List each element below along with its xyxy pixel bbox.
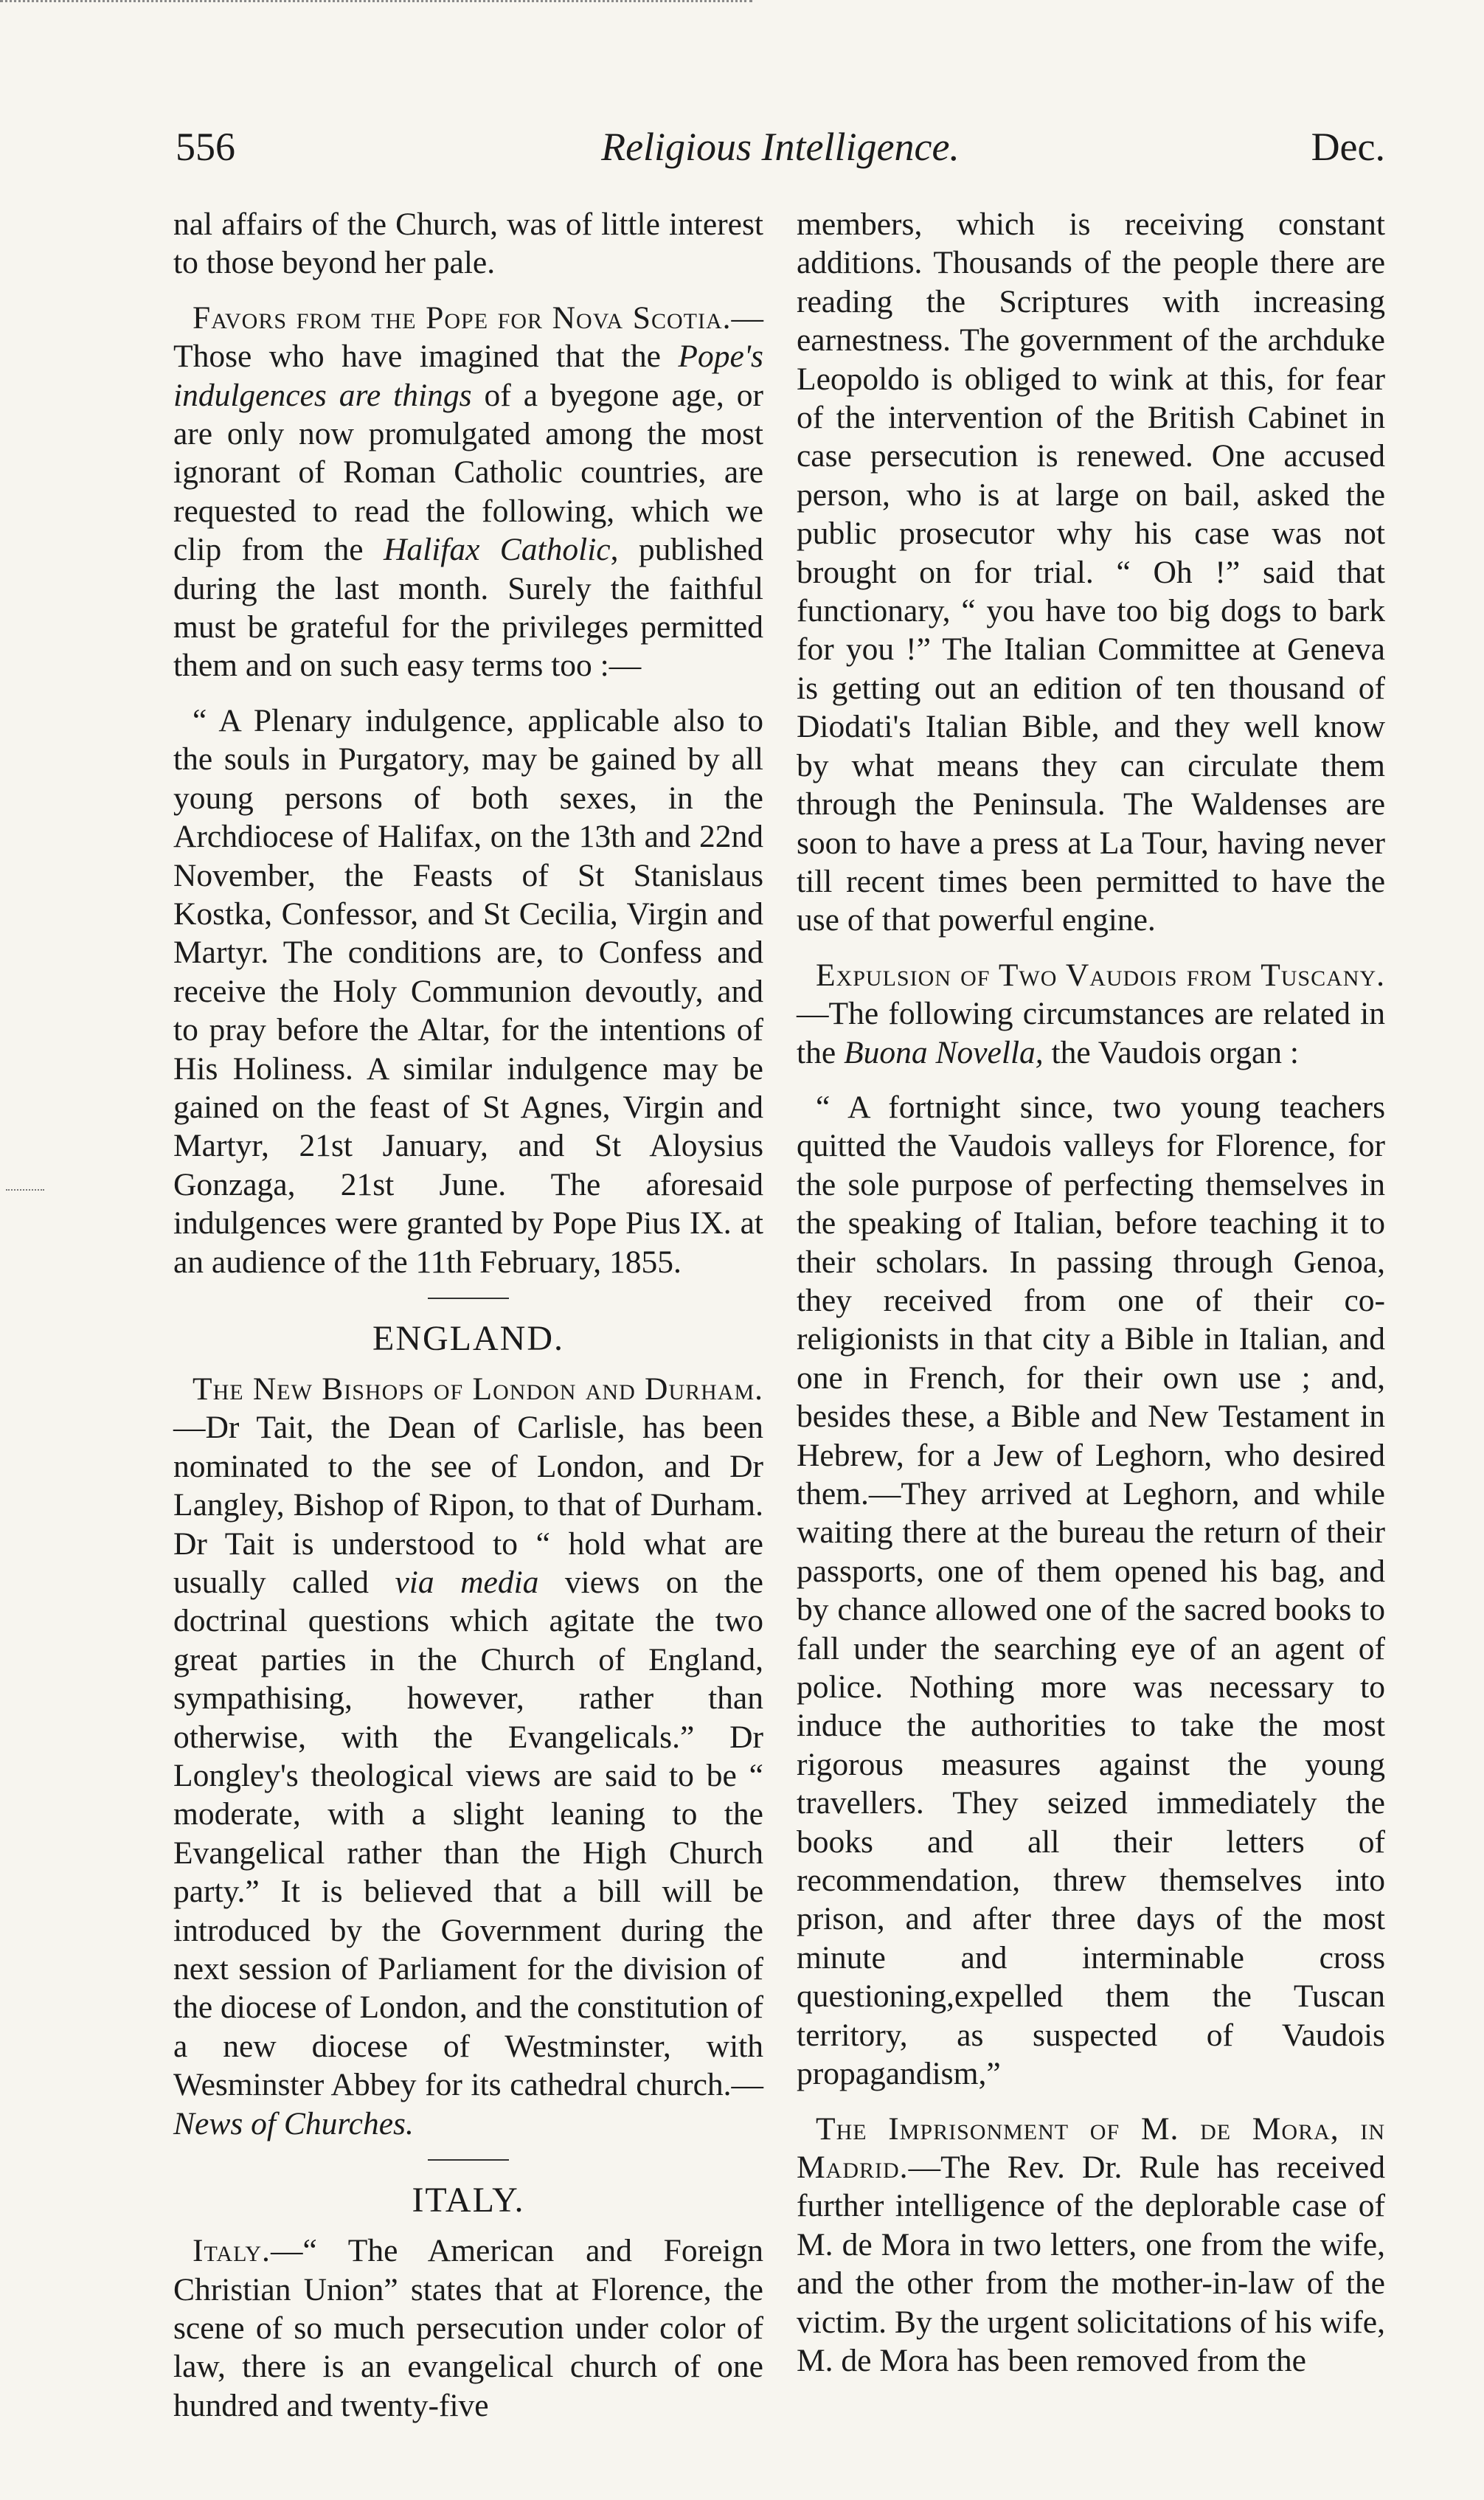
section-heading-italy: ITALY. (412, 2181, 525, 2220)
article-italy (173, 2231, 763, 2425)
italic-run: Halifax Catholic (383, 532, 611, 568)
article-bishops (173, 1370, 763, 2143)
left-column (173, 205, 763, 2441)
article-favors (173, 299, 763, 685)
article-title: The Imprisonment of M. de Mora, in Madrid. (797, 2111, 1385, 2185)
italic-run: Buona Novella, (844, 1034, 1044, 1070)
article-title: Favors from the Pope for Nova Scotia. (193, 299, 732, 336)
dash: — (797, 996, 829, 1032)
italic-run: via media (395, 1565, 539, 1600)
section-heading-england: ENGLAND. (372, 1318, 564, 1358)
top-edge-mark (0, 0, 752, 2)
paragraph: nal affairs of the Church, was of little interest to those beyond her pale. (173, 207, 763, 281)
article-mora (797, 2110, 1385, 2380)
right-column (797, 205, 1385, 2396)
quoted-paragraph: “ A fortnight since, two young teachers quitted the Vaudois valleys for Florence, for the sole purpose of perfecting themselves in the speaking of Italian, before teaching it to their scholars. In passing through Genoa, they received from one of their co-religionists in that city a Bible in Italian, and one in French, for their own use ; and, besides these, a Bible and New Testament in Hebrew, for a Jew of Leghorn, who desired them.—They arrived at Leghorn, and while waiting there at the bureau the return of their passports, one of them opened his bag, and by chance allowed one of the sacred books to fall under the searching eye of an agent of police. Nothing more was necessary to induce the authorities to take the most rigorous measures against the young travellers. They seized immediately the books and all their letters of recommendation, threw themselves into prison, and after three days of the most minute and interminable cross questioning,expelled them the Tuscan territory, as suspected of Vaudois propagandism,” (797, 1089, 1385, 2092)
text-run: The Rev. Dr. Rule has received further intelligence of the deplorable case of M. de Mora in two letters, one from the wife, and the other from the mother-in-law of the victim. By the urgent solicitations of his wife, M. de Mora has been removed from the (797, 2149, 1385, 2378)
text-run: Those who have imagined that the (173, 339, 679, 375)
quoted-paragraph: “ A Plenary indulgence, applicable also to the souls in Purgatory, may be gained by all young persons of both sexes, in the Archdiocese of Halifax, on the 13th and 22nd November, the Feasts of St Stanislaus Kostka, Confessor, and St Cecilia, Virgin and Martyr. The conditions are, to Confess and receive the Holy Communion devoutly, and to pray before the Altar, for the intentions of His Holiness. A similar indulgence may be gained on the feast of St Agnes, Virgin and Martyr, 21st January, and St Aloysius Gonzaga, 21st June. The aforesaid indulgences were granted by Pope Pius IX. at an audience of the 11th February, 1855. (173, 702, 763, 1280)
running-header (176, 124, 1385, 183)
section-divider (428, 2159, 509, 2161)
text-run: The following circumstances are related in the (797, 996, 1385, 1070)
paragraph: members, which is receiving constant additions. Thousands of the people there are reading the Scriptures with increasing earnestness. The government of the archduke Leopoldo is obliged to wink at this, for fear of the intervention of the British Cabinet in case persecution is renewed. One accused person, who is at large on bail, asked the public prosecutor why his case was not brought on for trial. “ Oh !” said that functionary, “ you have too big dogs to bark for you !” The Italian Committee at Geneva is getting out an edition of ten thousand of Diodati's Italian Bible, and they well know by what means they can circulate them through the Peninsula. The Waldenses are soon to have a press at La Tour, having never till recent times been permitted to have the use of that powerful engine. (797, 207, 1385, 938)
text-run: Dr Tait, the Dean of Carlisle, has been nominated to the see of London, and Dr Langley, Bishop of Ripon, to that of Durham. Dr Tait is understood to “ hold what are usually called (173, 1410, 763, 1600)
source-citation: News of Churches. (173, 2105, 414, 2141)
header-month: Dec. (1311, 125, 1385, 169)
article-expulsion (797, 956, 1385, 1072)
dash: — (731, 299, 763, 336)
text-run: , published during the last month. Surely the faithful must be grateful for the privileges permitted them and on such easy terms too :— (173, 532, 763, 684)
dash: — (908, 2149, 941, 2185)
text-run: views on the doctrinal questions which agitate the two great parties in the Church of England, sympathising, however, rather than otherwise, with the Evangelicals.” Dr Longley's theological views are said to be “ moderate, with a slight leaning to the Evangelical rather than the High Church party.” It is believed that a bill will be introduced by the Government during the next session of Parliament for the division of the diocese of London, and the constitution of a new diocese of Westminster, with Wesminster Abbey for its cathedral church.— (173, 1565, 763, 2103)
margin-mark (6, 1189, 44, 1191)
running-title: Religious Intelligence. (601, 125, 960, 169)
article-title: Italy. (193, 2233, 271, 2269)
text-run: —“ The American and Foreign Christian Union” states that at Florence, the scene of so much persecution under color of law, there is an evangelical church of one hundred and twenty-five (173, 2233, 763, 2423)
italic-run: Pope's indulgences are things (173, 339, 763, 413)
article-title: The New Bishops of London and Durham. (193, 1371, 763, 1407)
text-run: of a byegone age, or are only now promulgated among the most ignorant of Roman Catholic countries, are requested to read the following, which we clip from the (173, 377, 763, 568)
page-number: 556 (176, 125, 235, 169)
section-divider (428, 1298, 509, 1299)
text-run: the Vaudois organ : (1043, 1034, 1300, 1070)
dash: — (173, 1410, 206, 1446)
article-title: Expulsion of Two Vaudois from Tuscany. (816, 957, 1385, 993)
